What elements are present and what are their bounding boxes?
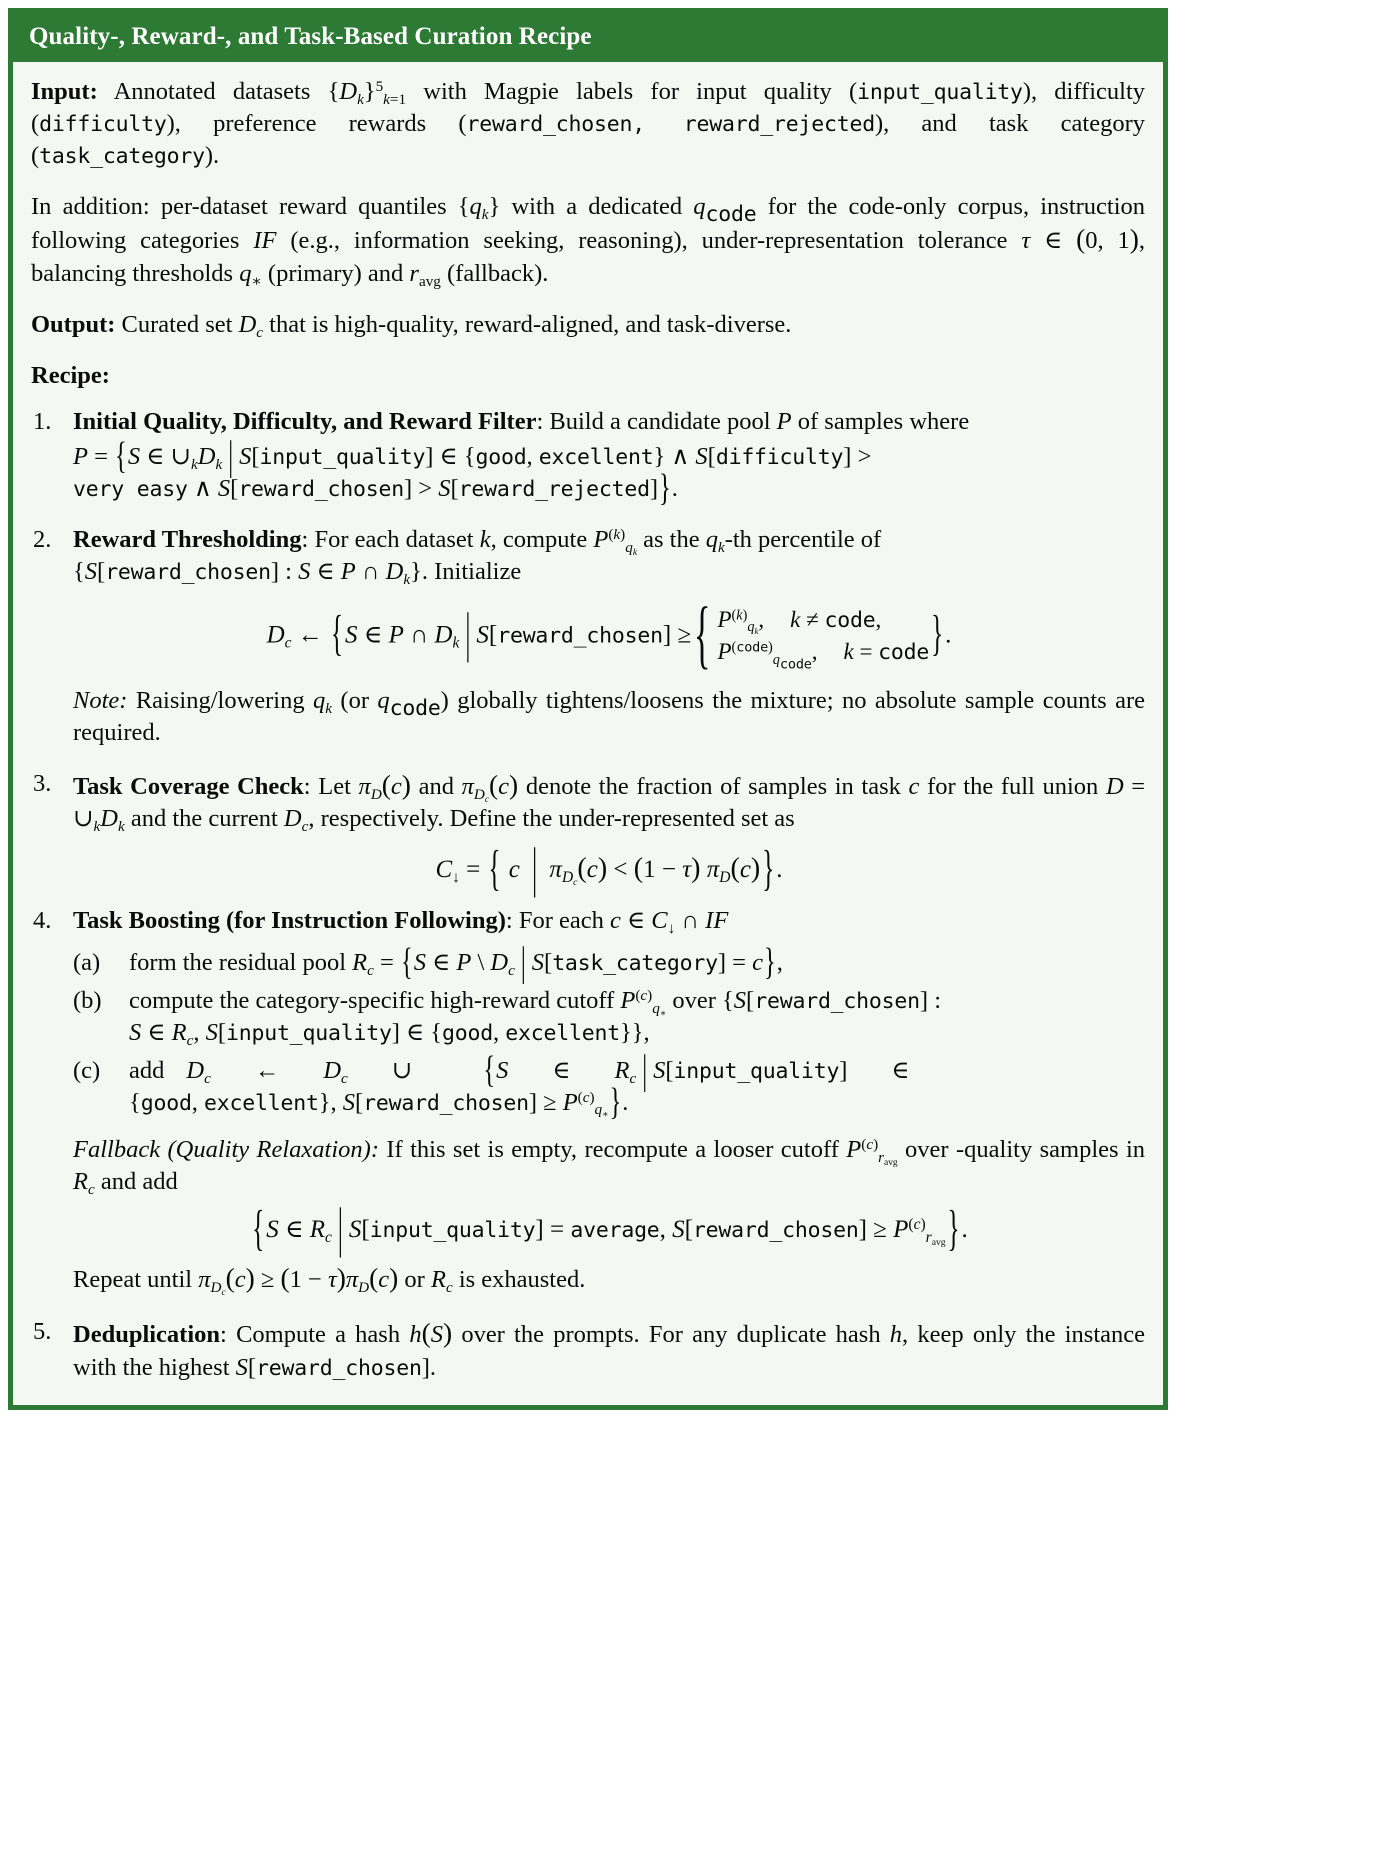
- step-1-code-reward-rejected: reward_rejected: [458, 477, 650, 503]
- addition-IF-symbol: I: [253, 227, 262, 255]
- substep-b-cutoff: $P^{(c)}_{q_∗}$: [620, 986, 667, 1019]
- step-1-very-easy: very easy: [73, 477, 188, 503]
- step-3-title-sep: :: [303, 772, 311, 800]
- repeat-text-3: is exhausted.: [458, 1266, 586, 1294]
- addition-text-1: In addition: per-dataset reward quantiles: [31, 192, 447, 220]
- step-2-equation: $D_c$ ← {S ∈ P ∩ $D_k$ | S[reward_chosen] ≥ { $P^{(k)}_{q_k}$, k ≠ code, $P^{(code)}_{q_{code}}$, k = code }.: [73, 604, 1145, 669]
- step-1-title: Initial Quality, Difficulty, and Reward Filter: [73, 407, 537, 435]
- addition-ravg: $r_{avg}$: [409, 260, 441, 290]
- output-paragraph: [31, 309, 1145, 341]
- step-3-equation: $C_↓$ = { c | $\pi_{D_c}(c) < (1 - \tau)$ $\pi_D(c)$}.: [435, 839, 783, 900]
- fallback-eq-code-1: input_quality: [369, 1218, 536, 1244]
- step-3-text-1: Let: [318, 772, 351, 800]
- code-reward-rejected: reward_rejected: [683, 111, 875, 137]
- input-paragraph: Input: Annotated datasets $\{D_k\}^5_{k=1}$ with Magpie labels for input quality (input_quality), difficulty (difficulty), preference rewards (reward_chosen, reward_rejected), and task category (task_category).: [31, 78, 1146, 169]
- step-3-text-6: , respectively. Define the under-represented set as: [308, 805, 795, 833]
- algorithm-box: [8, 8, 1168, 1410]
- input-text-6: ).: [204, 141, 220, 169]
- substep-a-code: task_category: [552, 951, 718, 977]
- substep-b-code-1: reward_chosen: [754, 988, 920, 1014]
- step-2-set-expr: {S[reward_chosen] : S ∈ P ∩ $D_k$}.: [73, 557, 428, 588]
- repeat-expr: $\pi_{D_c}(c) \ge (1 - \tau)\pi_D(c)$: [198, 1263, 399, 1299]
- step-5-code: reward_chosen: [256, 1355, 422, 1381]
- step-5-h-symbol: h(S): [409, 1317, 453, 1348]
- substep-c-expr-2: {good, excellent}, S[reward_chosen] ≥ $P^{(c)}_{q_∗}$}.: [129, 1080, 629, 1123]
- step-4-substeps: [73, 939, 1145, 1123]
- step-3-text-5: and the current: [130, 805, 278, 833]
- step-2-note-qk: $q_k$: [313, 687, 333, 717]
- recipe-step-5: [31, 1316, 1145, 1384]
- substep-c-code-1: input_quality: [673, 1058, 840, 1084]
- addition-text-6: (primary) and: [267, 260, 404, 288]
- input-text-4: ), preference rewards (: [166, 109, 467, 137]
- step-1-code-input-quality: input_quality: [259, 445, 426, 471]
- substep-c-label: (c): [73, 1056, 101, 1084]
- substep-b-code-2: input_quality: [226, 1020, 392, 1046]
- code-difficulty: difficulty: [39, 111, 167, 137]
- step-2-text-4: -th percentile of: [724, 526, 882, 554]
- fallback-text-1: If this set is empty, recompute a looser cutoff: [386, 1136, 839, 1164]
- step-2-text-2: , compute: [490, 526, 588, 554]
- step-2-title-sep: :: [301, 526, 309, 554]
- fallback-Rc: $R_c$: [73, 1168, 95, 1199]
- step-2-note: [73, 685, 1145, 749]
- addition-tau: τ ∈ (0, 1): [1021, 224, 1139, 255]
- step-1-P-symbol: P: [776, 407, 792, 435]
- substep-b-text-2: over: [672, 986, 716, 1014]
- input-text-2: with Magpie labels for input quality (: [423, 78, 858, 105]
- step-2-note-label: Note:: [73, 687, 128, 715]
- step-5-code-expr: S[reward_chosen]: [235, 1353, 430, 1381]
- step-5-text-2: over the prompts. For any duplicate hash: [461, 1320, 881, 1348]
- input-text-5: ), and task category (: [31, 109, 1145, 169]
- code-task-category: task_category: [39, 143, 205, 169]
- step-3-c-symbol: c: [908, 772, 920, 800]
- step-3-piD: $\pi_D(c)$: [358, 769, 411, 803]
- input-text-3: ), difficulty (: [31, 78, 1146, 137]
- algorithm-title: Quality-, Reward-, and Task-Based Curation Recipe: [13, 13, 1163, 62]
- step-3-union: $D = \cup_kD_k$: [73, 772, 1146, 836]
- step-1-number: 1.: [33, 407, 52, 435]
- recipe-label: Recipe:: [31, 361, 110, 389]
- output-text-1: Curated set: [121, 310, 233, 338]
- recipe-step-1: [31, 406, 1145, 510]
- output-label: Output:: [31, 310, 116, 338]
- substep-b-text-1: compute the category-specific high-reward cutoff: [129, 986, 615, 1014]
- step-2-text-1: For each dataset: [314, 526, 474, 554]
- step-2-code-reward-chosen: reward_chosen: [105, 559, 271, 585]
- step-3-title: Task Coverage Check: [73, 772, 304, 800]
- step-2-number: 2.: [33, 526, 52, 554]
- substep-c-code-2: reward_chosen: [363, 1090, 529, 1116]
- step-4-number: 4.: [33, 907, 52, 935]
- input-datasets-symbol: $\{D_k\}^5_{k=1}$: [327, 78, 407, 108]
- addition-qstar: $q_∗$: [239, 260, 262, 290]
- step-5-number: 5.: [33, 1317, 52, 1345]
- step-2-Pqk-symbol: $P^{(k)}_{q_k}$: [593, 526, 637, 558]
- step-3-text-4: for the full union: [927, 772, 1099, 800]
- step-3-Dc: $D_c$: [283, 805, 309, 836]
- step-4-fallback: [73, 1134, 1145, 1297]
- step-2-title: Reward Thresholding: [73, 526, 302, 554]
- addition-qcode: $q_{code}$: [693, 192, 757, 227]
- step-2-note-qcode: $q_{code}$: [377, 687, 441, 721]
- step-5-text-3: , keep only the instance with the highest: [73, 1320, 1146, 1381]
- step-2-k-symbol: k: [479, 526, 491, 554]
- repeat-text-2: or: [404, 1266, 425, 1294]
- substep-a-label: (a): [73, 949, 101, 977]
- fallback-eq-code-2: reward_chosen: [692, 1218, 859, 1244]
- step-4-text-1: For each: [518, 907, 604, 935]
- output-Dc-symbol: $D_c$: [238, 310, 264, 341]
- addition-qk-set: $\{q_k\}$: [457, 192, 501, 223]
- step-2-case-1: { $P^{(k)}_{q_k}$, k ≠ code,: [717, 606, 882, 637]
- step-5-title-sep: :: [220, 1320, 227, 1348]
- algorithm-body: [13, 62, 1163, 1405]
- input-label: Input:: [31, 78, 98, 105]
- fallback-repeat: [73, 1261, 1145, 1297]
- step-4-title: Task Boosting (for Instruction Following): [73, 907, 506, 935]
- code-reward-chosen: reward_chosen: [466, 111, 633, 137]
- repeat-text-1: Repeat until: [73, 1266, 193, 1294]
- code-input-quality: input_quality: [857, 80, 1023, 105]
- step-2-text-3: as the: [643, 526, 700, 554]
- step-2-eq-code: reward_chosen: [497, 623, 663, 649]
- addition-text-2: with a dedicated: [511, 192, 683, 220]
- substep-a-text-1: form the residual pool: [129, 949, 347, 977]
- output-text-2: that is high-quality, reward-aligned, and task-diverse.: [269, 310, 792, 338]
- step-2-case-2: $P^{(code)}_{q_{code}}$, k = code: [717, 639, 930, 673]
- step-2-cases: [697, 604, 930, 673]
- fallback-cutoff: $P^{(c)}_{r_{avg}}$: [846, 1136, 898, 1169]
- step-1-code-reward-chosen: reward_chosen: [238, 477, 404, 503]
- step-1-code-difficulty: difficulty: [715, 445, 844, 471]
- substep-b-expr-2: S ∈ $R_c$, S[input_quality] ∈ {good, excellent}},: [129, 1018, 650, 1049]
- repeat-Rc: $R_c$: [430, 1266, 453, 1297]
- step-2-text-5: Initialize: [434, 557, 522, 585]
- step-5-hash-symbol: h: [889, 1320, 903, 1348]
- addition-paragraph: In addition: per-dataset reward quantiles $\{q_k\}$ with a dedicated $q_{code}$ for the code-only corpus, instruction following categories IF (e.g., information seeking, reasoning), under-representation tolerance τ ∈ (0, 1), balancing thresholds $q_∗$ (primary) and $r_{avg}$ (fallback).: [31, 192, 1146, 290]
- substep-c-text-1: add: [129, 1056, 165, 1084]
- step-4-substep-a: [73, 939, 1145, 986]
- recipe-steps: [31, 406, 1145, 1384]
- recipe-step-4: [31, 905, 1145, 1297]
- step-5-text-4: .: [429, 1353, 437, 1381]
- substep-a-expr: $R_c = \{S$ ∈ P \ $D_c$ | S[task_category] = c},: [352, 939, 783, 986]
- recipe-step-2: [31, 524, 1145, 749]
- fallback-eq-val: average: [570, 1218, 660, 1244]
- fallback-text-5: and add: [100, 1168, 178, 1196]
- step-5-title: Deduplication: [73, 1320, 221, 1348]
- step-3-number: 3.: [33, 769, 52, 797]
- step-1-lead: Build a candidate pool: [549, 407, 771, 435]
- recipe-step-3: [31, 768, 1146, 900]
- step-2-qk-symbol: $q_k$: [705, 526, 725, 556]
- step-2-note-text-1: Raising/lowering: [135, 687, 305, 715]
- input-text-1: Annotated datasets: [113, 78, 311, 105]
- step-5-text-1: Compute a hash: [236, 1320, 401, 1348]
- step-3-text-2: and: [418, 772, 454, 800]
- step-4-title-sep: :: [505, 907, 513, 935]
- substep-b-expr-1: {S[reward_chosen] :: [722, 986, 941, 1014]
- step-2-note-text-2: (or: [340, 687, 369, 715]
- addition-text-5: , balancing thresholds: [31, 227, 1145, 288]
- fallback-label: Fallback (Quality Relaxation):: [73, 1136, 379, 1164]
- step-3-piDc: $\pi_{D_c}(c)$: [461, 769, 519, 805]
- step-1-title-sep: :: [536, 407, 544, 435]
- fallback-text-4: -quality samples in: [956, 1136, 1145, 1164]
- step-1-lead-2: of samples where: [797, 407, 970, 435]
- fallback-text-2: over: [905, 1136, 949, 1164]
- addition-text-4: (e.g., information seeking, reasoning), under-representation tolerance: [290, 227, 1008, 255]
- addition-text-3: for the code-only corpus, instruction following categories: [31, 192, 1146, 255]
- step-3-text-3: denote the fraction of samples in task: [525, 772, 901, 800]
- fallback-equation: {S ∈ $R_c$ | S[input_quality] = average, S[reward_chosen] ≥ $P^{(c)}_{r_{avg}}$}.: [252, 1199, 968, 1260]
- step-4-substep-c: (c) add $D_c$ ← $D_c$ ∪ {S ∈ $R_c$ | S[input_quality] ∈ {good, excellent}, S[reward_chosen] ≥ $P^{(c)}_{q_∗}$}.: [73, 1046, 910, 1123]
- substep-b-label: (b): [73, 986, 102, 1014]
- step-1-equation: P = {S ∈ $\cup_kD_k$ | S[input_quality] ∈ {good, excellent} ∧ S[difficulty] > very easy ∧ S[reward_chosen] > S[reward_rejected]}.: [73, 433, 872, 510]
- addition-text-7: (fallback).: [447, 260, 549, 288]
- step-4-c-in: c ∈ $C_↓$ ∩ IF: [610, 907, 729, 938]
- step-4-substep-b: [73, 985, 1145, 1049]
- step-2-note-text-3: ) globally tightens/loosens the mixture; no absolute sample counts are required.: [73, 687, 1145, 746]
